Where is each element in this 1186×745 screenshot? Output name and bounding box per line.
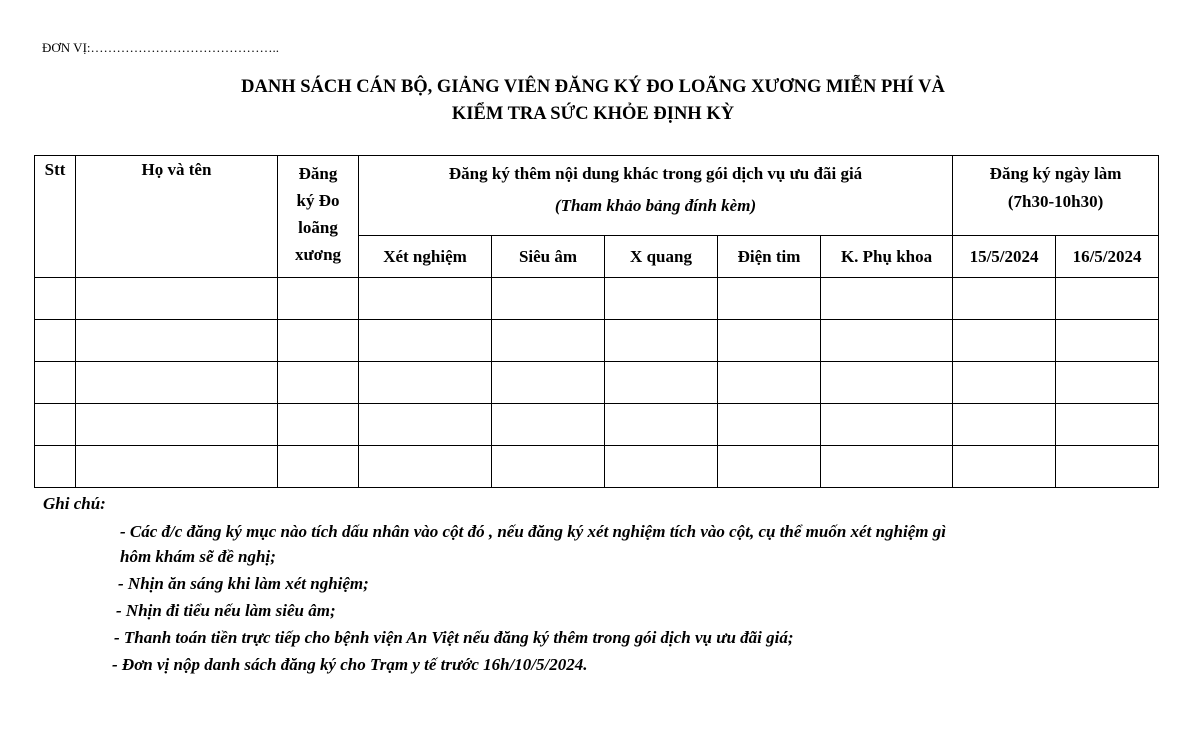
table-cell[interactable] <box>821 446 953 488</box>
table-cell[interactable] <box>1056 362 1159 404</box>
table-cell[interactable] <box>278 320 359 362</box>
note-line-3: - Nhịn ăn sáng khi làm xét nghiệm; <box>118 574 369 593</box>
table-cell[interactable] <box>76 320 278 362</box>
col-header-date-2: 16/5/2024 <box>1056 236 1159 278</box>
table-cell[interactable] <box>605 278 718 320</box>
table-cell[interactable] <box>76 404 278 446</box>
table-cell[interactable] <box>718 278 821 320</box>
group-services-note: (Tham khảo bảng đính kèm) <box>554 196 757 215</box>
document-title-line-1: DANH SÁCH CÁN BỘ, GIẢNG VIÊN ĐĂNG KÝ ĐO LOÃNG XƯƠNG MIỄN PHÍ VÀ <box>241 77 945 97</box>
table-cell[interactable] <box>76 362 278 404</box>
col-header-service-5: K. Phụ khoa <box>821 236 953 278</box>
unit-line: ĐƠN VỊ:…………………………………….. <box>42 40 280 55</box>
table-cell[interactable] <box>278 362 359 404</box>
notes-label: Ghi chú: <box>43 494 106 513</box>
table-cell[interactable] <box>605 320 718 362</box>
document-title-line-2: KIỂM TRA SỨC KHỎE ĐỊNH KỲ <box>451 104 735 124</box>
group-services-title: Đăng ký thêm nội dung khác trong gói dịch vụ ưu đãi giá <box>448 164 863 183</box>
table-cell[interactable] <box>278 404 359 446</box>
table-cell[interactable] <box>359 404 492 446</box>
table-cell[interactable] <box>821 320 953 362</box>
table-cell[interactable] <box>953 446 1056 488</box>
table-cell[interactable] <box>953 362 1056 404</box>
table-cell[interactable] <box>492 362 605 404</box>
table-cell[interactable] <box>605 404 718 446</box>
table-cell[interactable] <box>821 278 953 320</box>
table-cell[interactable] <box>605 446 718 488</box>
table-cell[interactable] <box>76 278 278 320</box>
group-date-line-1: Đăng ký ngày làm <box>989 164 1122 183</box>
table-cell[interactable] <box>821 404 953 446</box>
table-cell[interactable] <box>278 446 359 488</box>
table-row <box>35 362 1159 404</box>
col-header-stt: Stt <box>35 156 76 278</box>
table-row <box>35 278 1159 320</box>
table-cell[interactable] <box>718 404 821 446</box>
col-header-bone-line-2: ký Đo <box>296 191 340 210</box>
table-cell[interactable] <box>718 320 821 362</box>
table-cell[interactable] <box>1056 320 1159 362</box>
table-cell[interactable] <box>492 278 605 320</box>
table-cell[interactable] <box>359 446 492 488</box>
col-header-bone-line-1: Đăng <box>298 164 338 183</box>
table-row <box>35 404 1159 446</box>
col-header-bone-density <box>278 156 359 278</box>
table-cell[interactable] <box>1056 446 1159 488</box>
table-cell[interactable] <box>492 320 605 362</box>
table-cell[interactable] <box>821 362 953 404</box>
col-header-service-2: Siêu âm <box>492 236 605 278</box>
note-line-1: - Các đ/c đăng ký mục nào tích dấu nhân vào cột đó , nếu đăng ký xét nghiệm tích vào cột, cụ thể muốn xét nghiệm gì <box>120 522 946 541</box>
col-header-date-1: 15/5/2024 <box>953 236 1056 278</box>
note-line-4: - Nhịn đi tiểu nếu làm siêu âm; <box>116 601 336 620</box>
group-header-dates <box>953 156 1159 236</box>
group-header-services <box>359 156 953 236</box>
table-cell[interactable] <box>953 278 1056 320</box>
col-header-bone-line-4: xương <box>294 245 342 264</box>
table-cell[interactable] <box>1056 404 1159 446</box>
col-header-name: Họ và tên <box>76 156 278 278</box>
table-cell[interactable] <box>718 362 821 404</box>
table-cell[interactable] <box>953 404 1056 446</box>
col-header-service-4: Điện tim <box>718 236 821 278</box>
table-cell[interactable] <box>35 320 76 362</box>
group-date-line-2: (7h30-10h30) <box>1007 192 1104 211</box>
col-header-service-1: Xét nghiệm <box>359 236 492 278</box>
table-cell[interactable] <box>492 404 605 446</box>
registration-table <box>34 155 1159 488</box>
table-cell[interactable] <box>359 320 492 362</box>
table-cell[interactable] <box>76 446 278 488</box>
col-header-service-3: X quang <box>605 236 718 278</box>
table-cell[interactable] <box>953 320 1056 362</box>
table-row <box>35 320 1159 362</box>
table-cell[interactable] <box>278 278 359 320</box>
header-row-1 <box>35 156 1159 236</box>
table-row <box>35 446 1159 488</box>
note-line-2: hôm khám sẽ đề nghị; <box>120 547 276 566</box>
table-cell[interactable] <box>359 362 492 404</box>
table-cell[interactable] <box>35 362 76 404</box>
note-line-6: - Đơn vị nộp danh sách đăng ký cho Trạm y tế trước 16h/10/5/2024. <box>112 655 588 674</box>
table-cell[interactable] <box>1056 278 1159 320</box>
table-cell[interactable] <box>35 278 76 320</box>
table-cell[interactable] <box>359 278 492 320</box>
table-body <box>35 278 1159 488</box>
table-cell[interactable] <box>605 362 718 404</box>
note-line-5: - Thanh toán tiền trực tiếp cho bệnh viện An Việt nếu đăng ký thêm trong gói dịch vụ ưu đãi giá; <box>114 628 794 647</box>
table-cell[interactable] <box>35 404 76 446</box>
table-cell[interactable] <box>35 446 76 488</box>
table-cell[interactable] <box>492 446 605 488</box>
col-header-bone-line-3: loãng <box>298 218 338 237</box>
table-cell[interactable] <box>718 446 821 488</box>
